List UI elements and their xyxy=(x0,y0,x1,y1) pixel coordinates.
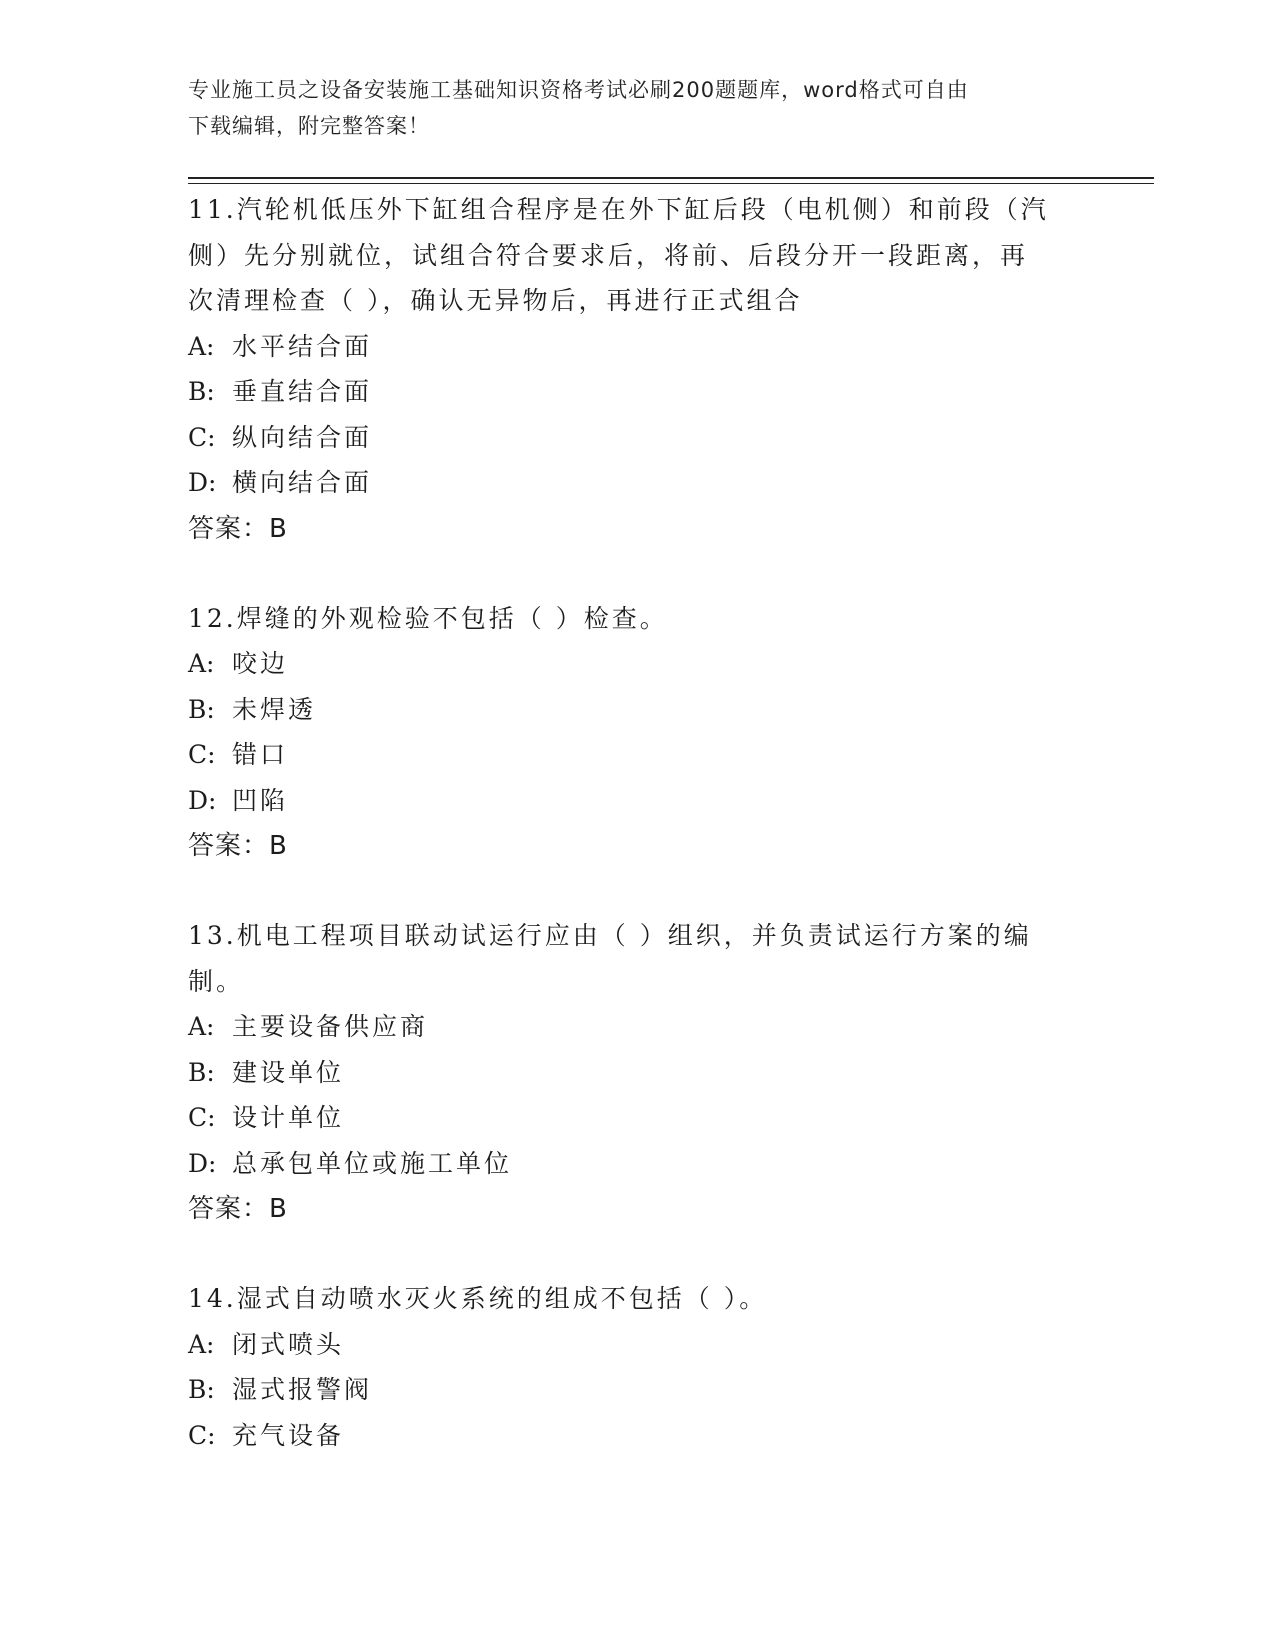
header-line-2: 下载编辑，附完整答案！ xyxy=(188,114,430,138)
option-a xyxy=(188,324,1088,370)
stem-line: 侧）先分别就位，试组合符合要求后，将前、后段分开一段距离，再 xyxy=(188,240,1029,270)
stem-line: 制。 xyxy=(188,966,245,996)
option-key: D: xyxy=(188,468,217,497)
option-text: 纵向结合面 xyxy=(232,422,373,452)
option-a xyxy=(188,1322,1088,1368)
option-key: A: xyxy=(188,1329,215,1359)
option-c xyxy=(188,732,1088,778)
stem-line: 次清理检查（ ），确认无异物后，再进行正式组合 xyxy=(188,286,803,315)
stem-line: 12.焊缝的外观检验不包括（ ）检查。 xyxy=(188,603,668,633)
option-key: C: xyxy=(188,1420,216,1450)
option-key: D: xyxy=(188,1148,217,1178)
option-b xyxy=(188,1050,1088,1096)
header-line-1: 专业施工员之设备安装施工基础知识资格考试必刷200题题库，word格式可自由 xyxy=(188,78,969,102)
option-d xyxy=(188,1141,1088,1187)
option-b xyxy=(188,369,1088,415)
option-key: B: xyxy=(188,694,215,724)
option-key: C: xyxy=(188,1103,216,1132)
option-text: 垂直结合面 xyxy=(232,377,373,406)
option-text: 咬边 xyxy=(232,649,289,678)
option-key: A: xyxy=(188,1012,215,1041)
question-list xyxy=(188,187,1088,1502)
option-text: 横向结合面 xyxy=(232,468,373,497)
option-key: D: xyxy=(188,785,217,815)
option-key: A: xyxy=(188,649,215,678)
question-11 xyxy=(188,187,1088,552)
option-b xyxy=(188,687,1088,733)
question-stem xyxy=(188,1276,1088,1322)
question-stem xyxy=(188,913,1088,1004)
header-divider-thick xyxy=(188,177,1154,179)
option-text: 未焊透 xyxy=(232,694,317,724)
option-b xyxy=(188,1367,1088,1413)
option-text: 充气设备 xyxy=(232,1420,345,1450)
question-13 xyxy=(188,913,1088,1232)
option-key: B: xyxy=(188,1057,215,1087)
document-header xyxy=(188,72,1068,144)
option-key: B: xyxy=(188,377,215,406)
stem-line: 11.汽轮机低压外下缸组合程序是在外下缸后段（电机侧）和前段（汽 xyxy=(188,195,1049,224)
answer-line: 答案：B xyxy=(188,513,288,544)
answer-line: 答案：B xyxy=(188,1194,288,1224)
option-d xyxy=(188,460,1088,506)
stem-line: 13.机电工程项目联动试运行应由（ ）组织，并负责试运行方案的编 xyxy=(188,921,1032,950)
option-text: 凹陷 xyxy=(232,785,289,815)
answer-line: 答案：B xyxy=(188,831,288,861)
question-14 xyxy=(188,1276,1088,1458)
question-stem xyxy=(188,596,1088,642)
option-c xyxy=(188,1413,1088,1459)
option-a xyxy=(188,1004,1088,1050)
option-text: 湿式报警阀 xyxy=(232,1375,373,1404)
option-key: C: xyxy=(188,422,216,452)
option-text: 闭式喷头 xyxy=(232,1329,345,1359)
option-text: 主要设备供应商 xyxy=(232,1012,429,1041)
option-c xyxy=(188,1095,1088,1141)
option-key: C: xyxy=(188,740,216,769)
option-c xyxy=(188,415,1088,461)
option-key: B: xyxy=(188,1375,215,1404)
option-text: 水平结合面 xyxy=(232,331,373,361)
option-d xyxy=(188,778,1088,824)
option-text: 建设单位 xyxy=(232,1057,345,1087)
option-a xyxy=(188,641,1088,687)
option-text: 设计单位 xyxy=(232,1103,345,1132)
question-12 xyxy=(188,596,1088,870)
option-key: A: xyxy=(188,331,215,361)
question-stem xyxy=(188,187,1088,324)
stem-line: 14.湿式自动喷水灭火系统的组成不包括（ ）。 xyxy=(188,1284,768,1313)
header-divider-thin xyxy=(188,183,1154,184)
option-text: 总承包单位或施工单位 xyxy=(232,1148,513,1178)
option-text: 错口 xyxy=(232,740,289,769)
